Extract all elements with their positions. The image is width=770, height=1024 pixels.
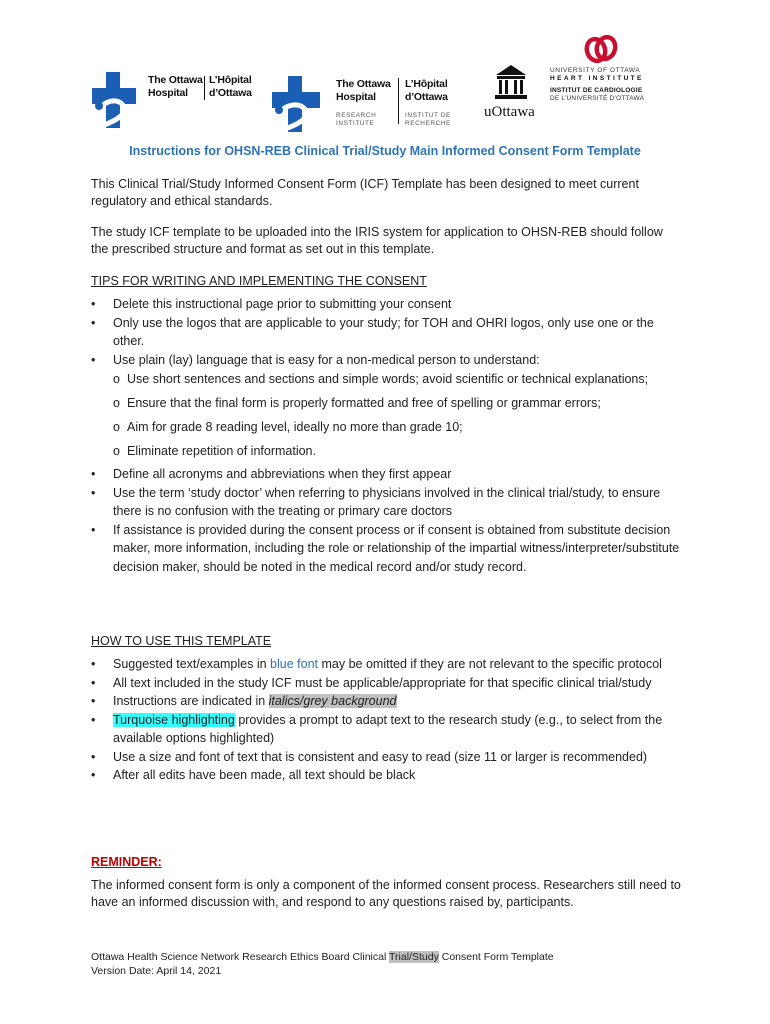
text: provides a prompt to adapt text to the research study (e.g., to select from the available options highlighted): [113, 712, 663, 745]
ohri-sub-fr: INSTITUT DE RECHERCHE: [405, 112, 451, 127]
list-item: • Use the term ‘study doctor’ when referring to physicians involved in the clinical trial/study, to ensure there is no confusion with the treating or primary care doctors: [91, 484, 683, 521]
heart-institute-logo: [550, 34, 662, 114]
text: Consent Form Template: [438, 951, 554, 963]
ohri-name-fr: L’Hôpital d’Ottawa: [405, 78, 448, 103]
tips-heading: TIPS FOR WRITING AND IMPLEMENTING THE CONSENT: [91, 274, 427, 288]
blue-font-example: blue font: [270, 657, 319, 671]
text: Instructions are indicated in: [113, 694, 269, 708]
ottawa-research-institute-logo: [272, 76, 462, 136]
text: may be omitted if they are not relevant to the specific protocol: [318, 657, 662, 671]
list-item: • Use a size and font of text that is consistent and easy to read (size 11 or larger is recommended): [91, 748, 683, 767]
logo-bar: [90, 34, 660, 134]
sub-list-item: o Aim for grade 8 reading level, ideally no more than grade 10;: [113, 417, 683, 437]
ohri-cross-icon: [272, 76, 320, 132]
reminder-text: The informed consent form is only a component of the informed consent process. Researchers still need to have an informed discussion with, and respond to any questions raised by, participants.: [91, 878, 681, 909]
sub-list-item: o Ensure that the final form is properly formatted and free of spelling or grammar errors;: [113, 393, 683, 413]
ohri-sub-en: RESEARCH INSTITUTE: [336, 112, 377, 127]
reminder-heading: REMINDER:: [91, 855, 162, 869]
intro-paragraph-1: This Clinical Trial/Study Informed Consent Form (ICF) Template has been designed to meet current regulatory and ethical standards.: [91, 177, 639, 208]
toh-name-en: The Ottawa Hospital: [148, 74, 203, 99]
list-item: • Only use the logos that are applicable to your study; for TOH and OHRI logos, only use one or the other.: [91, 314, 683, 351]
uottawa-building-icon: [494, 64, 528, 100]
heart-line3: INSTITUT DE CARDIOLOGIE: [550, 87, 643, 94]
turquoise-highlight-example: Turquoise highlighting: [113, 712, 235, 727]
howto-heading: HOW TO USE THIS TEMPLATE: [91, 634, 272, 648]
heart-institute-rings-icon: [584, 34, 618, 64]
footer-line-1: [91, 951, 691, 965]
sub-list-item: o Use short sentences and sections and simple words; avoid scientific or technical explanations;: [113, 369, 683, 389]
heart-line1: UNIVERSITY OF OTTAWA: [550, 67, 641, 74]
tips-list: [91, 295, 683, 576]
list-item: [91, 692, 683, 711]
ottawa-hospital-logo: [92, 72, 262, 132]
heart-line2: HEART INSTITUTE: [550, 75, 644, 82]
ohri-name-en: The Ottawa Hospital: [336, 78, 391, 103]
list-item: • Delete this instructional page prior to submitting your consent: [91, 295, 683, 314]
list-item: • After all edits have been made, all text should be black: [91, 766, 683, 785]
list-item: [91, 711, 683, 748]
heart-line4: DE L’UNIVERSITÉ D’OTTAWA: [550, 95, 645, 102]
uottawa-wordmark: uOttawa: [484, 104, 535, 120]
footer-version-date: Version Date: April 14, 2021: [91, 964, 222, 977]
toh-name-fr: L’Hôpital d’Ottawa: [209, 74, 252, 99]
list-item: • All text included in the study ICF must be applicable/appropriate for that specific clinical trial/study: [91, 674, 683, 693]
list-item: [91, 351, 683, 462]
howto-list: [91, 655, 683, 785]
text: Ottawa Health Science Network Research Ethics Board Clinical: [91, 951, 390, 963]
page-footer: [91, 951, 691, 978]
list-item: [91, 655, 683, 674]
list-item: • Define all acronyms and abbreviations when they first appear: [91, 465, 683, 484]
list-item: • If assistance is provided during the consent process or if consent is obtained from substitute decision maker, more information, including the role or relationship of the impartial witness/interpreter/substitute decision maker, should be noted in the medical record and/or study record.: [91, 521, 683, 577]
italics-grey-example: italics/grey background: [268, 694, 397, 708]
sub-list-item: o Eliminate repetition of information.: [113, 441, 683, 461]
page-title: Instructions for OHSN-REB Clinical Trial/Study Main Informed Consent Form Template: [129, 144, 641, 158]
text: Suggested text/examples in: [113, 657, 271, 671]
intro-paragraph-2: The study ICF template to be uploaded into the IRIS system for application to OHSN-REB should follow the prescribed structure and format as set out in this template.: [91, 225, 663, 256]
tips-sublist: [113, 369, 683, 461]
uottawa-logo: [484, 64, 550, 126]
ottawa-hospital-cross-icon: [92, 72, 136, 128]
footer-highlight: Trial/Study: [389, 951, 439, 963]
list-item-text: Use plain (lay) language that is easy for a non-medical person to understand:: [113, 352, 540, 367]
